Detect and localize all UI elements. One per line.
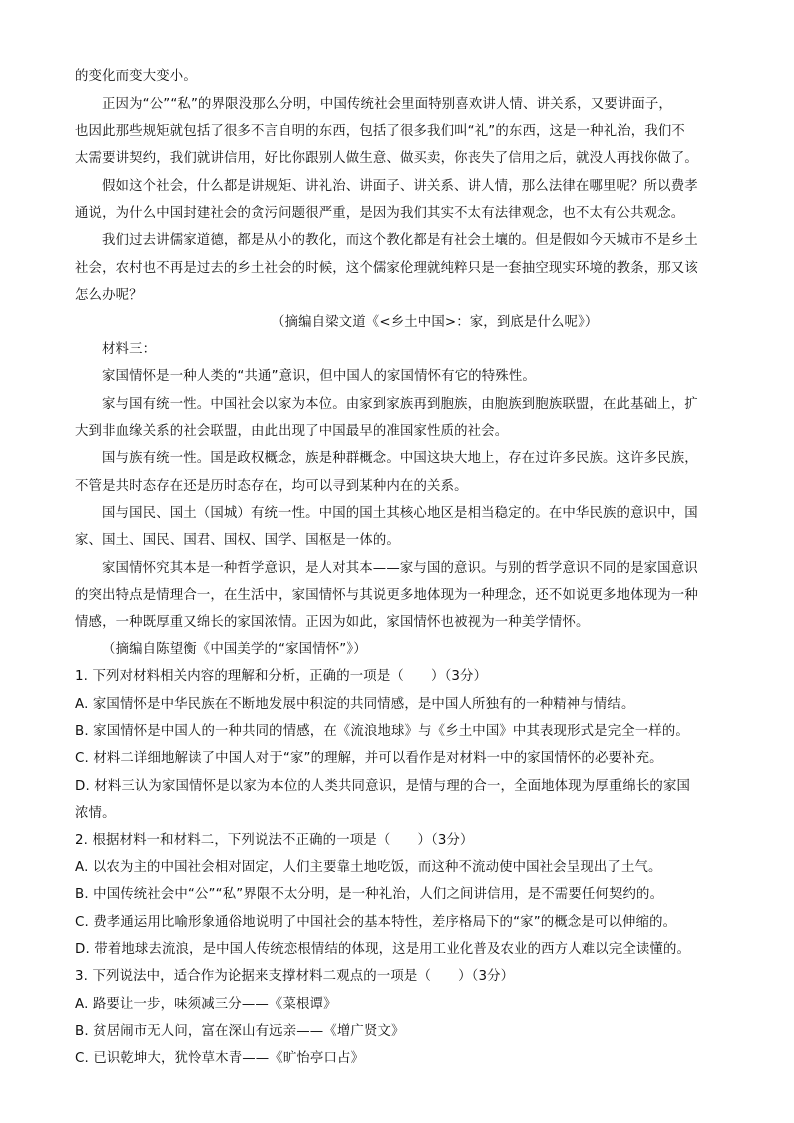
- text-line: 家与国有统一性。中国社会以家为本位。由家到家族再到胞族，由胞族到胞族联盟，在此基础上，扩: [102, 397, 698, 412]
- text-line: 国与国民、国土（国城）有统一性。中国的国土其核心地区是相当稳定的。在中华民族的意识中，国: [102, 506, 698, 521]
- answer-option: A. 家国情怀是中华民族在不断地发展中积淀的共同情感，是中国人所独有的一种精神与情结。: [75, 697, 635, 712]
- text-line: 的突出特点是情理合一，在生活中，家国情怀与其说更多地体现为一种理念，还不如说更多地体现为一种: [75, 588, 698, 603]
- answer-option: B. 家国情怀是中国人的一种共同的情感，在《流浪地球》与《乡土中国》中其表现形式是完全一样的。: [75, 724, 689, 739]
- answer-option: A. 路要让一步，味须减三分——《菜根谭》: [75, 997, 337, 1012]
- text-line: 正因为“公”“私”的界限没那么分明，中国传统社会里面特别喜欢讲人情、讲关系，又要讲面子，: [102, 97, 672, 112]
- source-citation: （摘编自梁文道《<乡土中国>：家，到底是什么呢》）: [271, 315, 599, 330]
- text-line: 家、国土、国民、国君、国权、国学、国枢是一体的。: [75, 533, 400, 548]
- text-line: 我们过去讲儒家道德，都是从小的教化，而这个教化都是有社会土壤的。但是假如今天城市不是乡土: [102, 233, 698, 248]
- question-stem: 3. 下列说法中，适合作为论据来支撑材料二观点的一项是（ ）（3分）: [75, 969, 515, 984]
- text-line: 大到非血缘关系的社会联盟，由此出现了中国最早的准国家性质的社会。: [75, 424, 509, 439]
- text-line: 假如这个社会，什么都是讲规矩、讲礼治、讲面子、讲关系、讲人情，那么法律在哪里呢？所以费孝: [102, 179, 698, 194]
- answer-option: D. 材料三认为家国情怀是以家为本位的人类共同意识，是情与理的合一，全面地体现为厚重绵长的家国: [75, 779, 691, 794]
- text-line: 也因此那些规矩就包括了很多不言自明的东西，包括了很多我们叫“礼”的东西，这是一种礼治，我们不: [75, 124, 685, 139]
- answer-option: 浓情。: [75, 806, 116, 821]
- answer-option: C. 已识乾坤大，犹怜草木青——《旷怡亭口占》: [75, 1051, 365, 1066]
- text-line: 家国情怀是一种人类的“共通”意识，但中国人的家国情怀有它的特殊性。: [102, 369, 536, 384]
- answer-option: D. 带着地球去流浪，是中国人传统恋根情结的体现，这是用工业化普及农业的西方人难以完全读懂的。: [75, 942, 691, 957]
- text-line: 通说，为什么中国封建社会的贪污问题很严重，是因为我们其实不太有法律观念，也不太有公共观念。: [75, 206, 685, 221]
- answer-option: C. 费孝通运用比喻形象通俗地说明了中国社会的基本特性，差序格局下的“家”的概念是可以伸缩的。: [75, 915, 677, 930]
- text-line: 社会，农村也不再是过去的乡土社会的时候，这个儒家伦理就纯粹只是一套抽空现实环境的教条，那又该: [75, 261, 698, 276]
- answer-option: C. 材料二详细地解读了中国人对于“家”的理解，并可以看作是对材料一中的家国情怀的必要补充。: [75, 751, 663, 766]
- question-stem: 1. 下列对材料相关内容的理解和分析，正确的一项是（ ）（3分）: [75, 669, 488, 684]
- text-line: 国与族有统一性。国是政权概念，族是种群概念。中国这块大地上，存在过许多民族。这许多民族，: [102, 451, 698, 466]
- text-line: 家国情怀究其本是一种哲学意识，是人对其本——家与国的意识。与别的哲学意识不同的是家国意识: [102, 561, 698, 576]
- answer-option: B. 贫居闹市无人问，富在深山有远亲——《增广贤文》: [75, 1024, 405, 1039]
- source-citation: （摘编自陈望衡《中国美学的“家国情怀”》）: [102, 642, 367, 657]
- text-line: 怎么办呢？: [75, 288, 143, 303]
- text-line: 太需要讲契约，我们就讲信用，好比你跟别人做生意、做买卖，你丧失了信用之后，就没人再找你做了。: [75, 151, 698, 166]
- answer-option: A. 以农为主的中国社会相对固定，人们主要靠土地吃饭，而这种不流动使中国社会呈现出了土气。: [75, 860, 662, 875]
- section-heading: 材料三：: [102, 342, 157, 357]
- text-line: 情感，一种既厚重又绵长的家国浓情。正因为如此，家国情怀也被视为一种美学情怀。: [75, 615, 590, 630]
- answer-option: B. 中国传统社会中“公”“私”界限不太分明，是一种礼治，人们之间讲信用，是不需要任何契约的。: [75, 887, 664, 902]
- question-stem: 2. 根据材料一和材料二，下列说法不正确的一项是（ ）（3分）: [75, 833, 474, 848]
- text-line: 不管是共时态存在还是历时态存在，均可以寻到某种内在的关系。: [75, 479, 468, 494]
- text-line: 的变化而变大变小。: [75, 69, 197, 84]
